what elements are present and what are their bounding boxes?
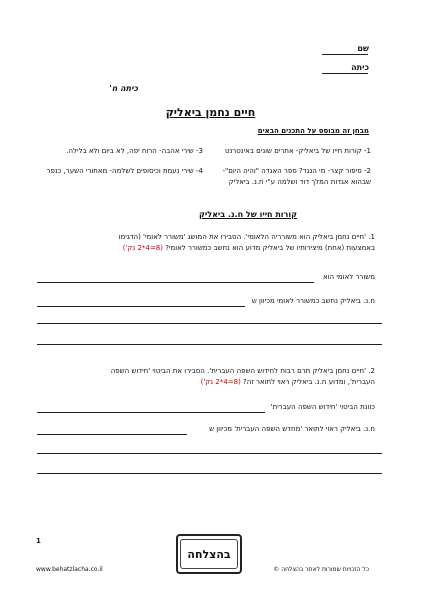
topic-text: שירי אהבה- הרוח יפה, לא ביום ולא בלילה. — [66, 147, 194, 155]
question-1 — [45, 232, 375, 254]
answer-line[interactable] — [37, 323, 382, 324]
answer-line[interactable] — [37, 473, 382, 474]
question-text: העברית', ומדוע ח.נ. ביאליק ראוי לתואר זה? — [243, 378, 375, 386]
points-label: (8=4*2 נק') — [200, 378, 241, 386]
question-number: 1. — [368, 233, 375, 241]
answer-line[interactable] — [37, 282, 314, 283]
question-text: באמצעות (אחת) מיצירותיו של ביאליק מדוע הוא נחשב כמשורר לאומי? — [165, 244, 375, 252]
topic-text: קורות חייו של ביאליק- אתרים שונים באינטרנט — [224, 147, 362, 155]
topic-num: 1- — [364, 147, 371, 155]
page-title: חיים נחמן ביאליק — [165, 106, 256, 119]
question-number: 2. — [368, 367, 375, 375]
topic-text: סיפור קצר- מי הנגד? ספר האגדה "והיה היום"- שבהוא אגדות המלך דוד ושלמה ע"י ח.נ. ביאליק — [222, 167, 371, 186]
topic-item-1 — [216, 146, 371, 157]
topics-heading: מבחן זה מבוסס על התכנים הבאים — [257, 127, 369, 135]
question-2-line-b — [45, 377, 375, 388]
page-number: 1 — [36, 537, 41, 545]
q2-answer-label-1: כוונת הביטוי 'חידוש השפה העברית' — [270, 403, 375, 411]
logo-text: בהצלחה — [180, 539, 238, 569]
logo — [176, 534, 242, 574]
footer-url[interactable]: www.behatzlacha.co.il — [36, 566, 103, 573]
topic-num: 3- — [196, 147, 203, 155]
question-2 — [45, 366, 375, 388]
topic-item-2 — [216, 166, 371, 188]
question-1-line-b — [45, 243, 375, 254]
q2-answer-label-2: ח.נ. ביאליק ראוי לתואר 'מחדש השפה העברית' מכיוון ש — [209, 425, 375, 433]
answer-line[interactable] — [37, 453, 382, 454]
name-field[interactable] — [322, 54, 368, 55]
topic-text: שירי נעמת וכיסופים לשלמה- מאחורי השער, כנפר — [46, 167, 194, 175]
points-label: (8=4*2 נק') — [122, 244, 163, 252]
section-title: קורות חייו של ח.נ. ביאליק — [198, 210, 297, 219]
topic-num: 4- — [196, 167, 203, 175]
question-text: 'חיים נחמן ביאליק תרם רבות לחידוש השפה העברית'. הסבירו את הביטוי 'חידוש השפה — [110, 367, 367, 375]
topic-item-4 — [43, 166, 203, 177]
name-label: שם — [357, 44, 369, 53]
question-1-line-a — [45, 232, 375, 243]
grade-label: כיתה ח' — [109, 84, 138, 93]
question-text: 'חיים נחמן ביאליק הוא משורריה הלאומי'. הסבירו את המושג 'משורר לאומי' (הדגימו — [118, 233, 367, 241]
q1-answer-label-1: משורר לאומי הוא — [322, 273, 375, 281]
answer-line[interactable] — [37, 434, 187, 435]
class-label: כיתה — [351, 63, 369, 72]
class-field[interactable] — [322, 73, 368, 74]
footer-copyright: כל הזכויות שמורות לאתר בהצלחה © — [273, 566, 369, 573]
answer-line[interactable] — [37, 412, 265, 413]
question-2-line-a — [45, 366, 375, 377]
topic-item-3 — [43, 146, 203, 157]
topic-num: 2- — [364, 167, 371, 175]
q1-answer-label-2: ח.נ. ביאליק נחשב כמשורר לאומי מכיוון ש — [251, 297, 375, 305]
answer-line[interactable] — [37, 306, 245, 307]
answer-line[interactable] — [37, 344, 382, 345]
